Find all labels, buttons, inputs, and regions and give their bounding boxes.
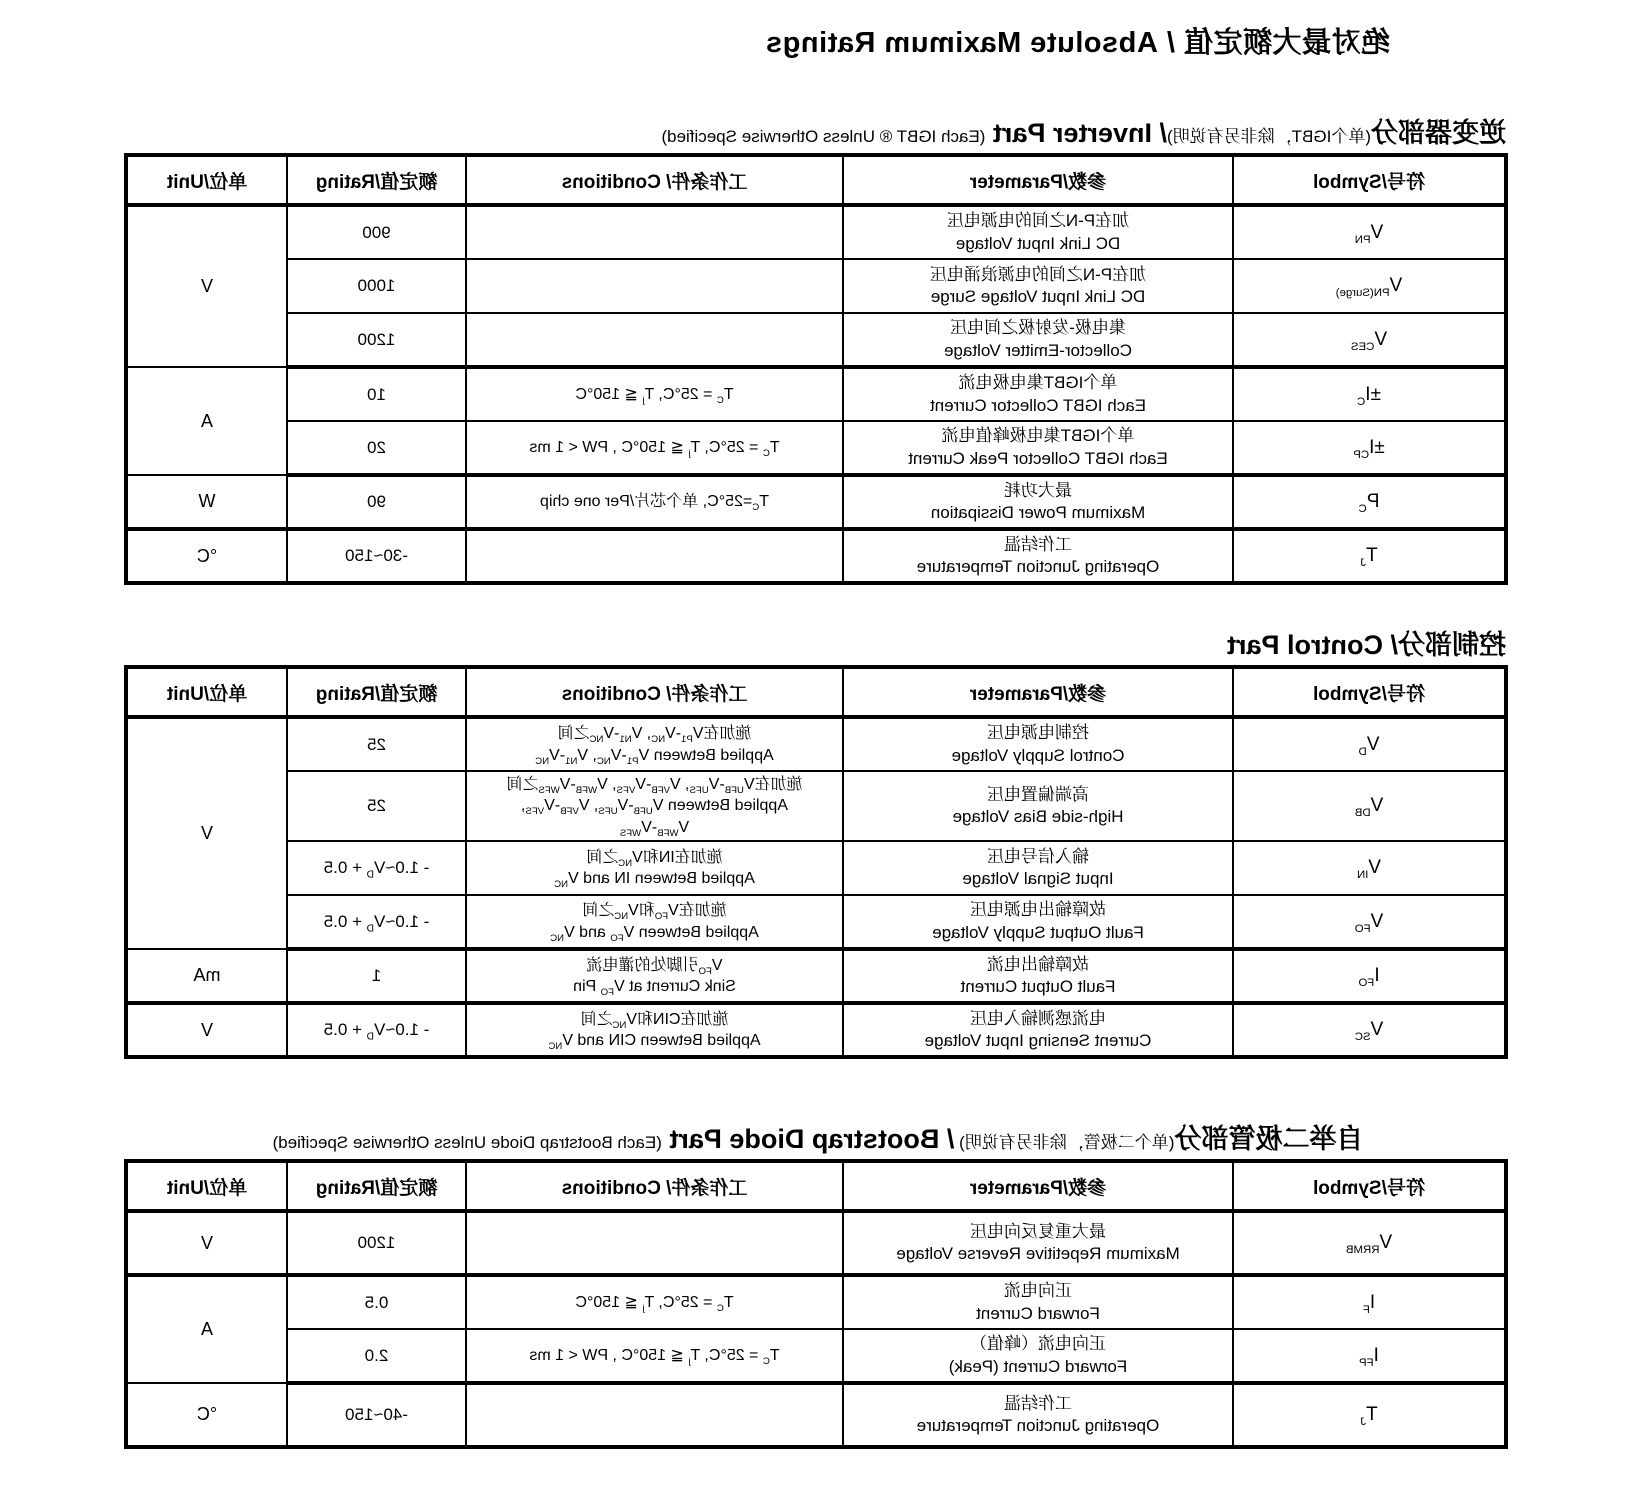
symbol-cell: $V_{DB}$ [1233, 771, 1506, 841]
symbol-cell: $I_F$ [1233, 1275, 1506, 1329]
parameter-en: Input Signal Voltage [962, 869, 1114, 889]
table-row [126, 205, 1506, 259]
conditions-cell [466, 717, 843, 771]
condition-line: $V_{WFB}-V_{WFS}$ [619, 818, 690, 840]
symbol-cell: $T_J$ [1233, 1383, 1506, 1447]
parameter-cn: 加在P-N之间的电源电压 [946, 211, 1130, 231]
parameter-cn: 电流感测输入电压 [970, 1008, 1106, 1028]
symbol-cell: $P_C$ [1233, 475, 1506, 529]
parameter-cn: 控制电源电压 [987, 723, 1089, 743]
table-row [126, 1329, 1506, 1383]
unit-cell: V [126, 717, 287, 949]
condition-line: 施加在CIN和$V_{NC}$之间 [580, 1010, 729, 1032]
conditions-cell [466, 1383, 843, 1447]
col-header-symbol: 符号/Symbol [1233, 1161, 1506, 1211]
parameter-cell [843, 841, 1233, 895]
condition-line: $T_C = 25^\circ C$, $T_j$ ≦ 150°C [575, 385, 734, 406]
heading-en: / Bootstrap Diode Part [661, 1124, 955, 1155]
parameter-cell [843, 367, 1233, 421]
parameter-cn: 单个IGBT集电极电流 [958, 373, 1118, 393]
unit-cell: V [126, 1003, 287, 1057]
condition-line: $V_{FO}$引脚处的灌电流 [586, 956, 723, 978]
symbol-cell: $\pm I_{CP}$ [1233, 421, 1506, 475]
parameter-cell [843, 1383, 1233, 1447]
symbol-cell: $V_{CES}$ [1233, 313, 1506, 367]
conditions-cell [466, 1329, 843, 1383]
parameter-cell [843, 771, 1233, 841]
col-header-conditions: 工作条件/ Conditions [466, 667, 843, 717]
header-row [126, 155, 1506, 205]
conditions-cell [466, 841, 843, 895]
parameter-cell [843, 529, 1233, 583]
rating-cell: -40~150 [287, 1383, 466, 1447]
parameter-cn: 正向电流 [1004, 1281, 1072, 1301]
col-header-parameter: 参数/Parameter [843, 1161, 1233, 1211]
table-row [126, 949, 1506, 1003]
parameter-cn: 单个IGBT集电极峰值电流 [941, 426, 1135, 446]
parameter-en: Forward Current [976, 1303, 1100, 1323]
conditions-cell [466, 259, 843, 313]
condition-line: 施加在$V_{P1}-V_{NC}$, $V_{N1}-V_{NC}$之间 [557, 725, 752, 746]
unit-cell: °C [126, 1383, 287, 1447]
rating-cell: - $1.0\sim V_D + 0.5$ [287, 895, 466, 949]
section-inverter-part [128, 111, 1508, 585]
table-row [126, 529, 1506, 583]
heading-en-note: (Each Bootstrap Diode Unless Otherwise Specified) [272, 1133, 662, 1153]
rating-cell: 90 [287, 475, 466, 529]
condition-line: $T_C = 25^\circ C$, $T_j$ ≦ 150°C , PW < 1 ms [529, 1347, 780, 1368]
parameter-cn: 故障输出电源电压 [970, 900, 1106, 920]
condition-line: Applied Between CIN and $V_{NC}$ [548, 1032, 761, 1053]
parameter-en: Each IGBT Collector Peak Current [908, 448, 1168, 468]
symbol-cell: $T_J$ [1233, 529, 1506, 583]
unit-cell: A [126, 367, 287, 475]
table-row [126, 1003, 1506, 1057]
parameter-en: Current Sensing Input Voltage [924, 1031, 1152, 1051]
heading-cn-note: (单个二极管，除非另有说明) [954, 1133, 1175, 1153]
section-control-part [128, 623, 1508, 1059]
rating-cell: 1 [287, 949, 466, 1003]
inverter-ratings-table [124, 153, 1508, 585]
table-row [126, 717, 1506, 771]
table-row [126, 1275, 1506, 1329]
condition-line: $T_C = 25^\circ C$, $T_j$ ≦ 150°C , PW < 1 ms [529, 438, 780, 459]
unit-cell: A [126, 1275, 287, 1383]
conditions-cell [466, 771, 843, 841]
heading-cn: 逆变器部分 [1371, 118, 1506, 148]
parameter-cell [843, 421, 1233, 475]
symbol-cell: $I_{FP}$ [1233, 1329, 1506, 1383]
parameter-cell [843, 205, 1233, 259]
section-heading-inverter [128, 111, 1506, 150]
col-header-conditions: 工作条件/ Conditions [466, 1161, 843, 1211]
parameter-cn: 最大重复反向电压 [970, 1221, 1106, 1241]
parameter-cn: 正向电流（峰值） [970, 1334, 1106, 1354]
conditions-cell [466, 367, 843, 421]
parameter-en: Maximum Power Dissipation [930, 503, 1146, 522]
condition-line: Applied Between IN and $V_{NC}$ [554, 870, 755, 891]
conditions-cell [466, 205, 843, 259]
condition-line: $T_C = 25^\circ C$, $T_j$ ≦ 150°C [575, 1294, 734, 1315]
condition-line: Applied Between $V_{FO}$ and $V_{NC}$ [550, 923, 759, 944]
condition-line: Applied Between $V_{P1}-V_{NC}$, $V_{N1}-V_{NC}$ [535, 746, 774, 767]
table-row [126, 771, 1506, 841]
col-header-unit: 单位/Unit [126, 667, 287, 717]
table-row [126, 841, 1506, 895]
parameter-cell [843, 1275, 1233, 1329]
header-row [126, 667, 1506, 717]
parameter-en: Collector-Emitter Voltage [943, 340, 1133, 360]
condition-line: $T_C=25^\circ C$, 单个芯片/Per one chip [540, 493, 769, 514]
header-row [126, 1161, 1506, 1211]
unit-cell: mA [126, 949, 287, 1003]
parameter-en: Forward Current (Peak) [948, 1356, 1128, 1376]
parameter-en: Maximum Repetitive Reverse Voltage [896, 1244, 1180, 1264]
symbol-cell: $I_{FO}$ [1233, 949, 1506, 1003]
parameter-en: Fault Output Current [960, 977, 1116, 997]
table-row [126, 421, 1506, 475]
parameter-cell [843, 949, 1233, 1003]
section-heading-control [128, 623, 1506, 662]
rating-cell: 20 [287, 421, 466, 475]
parameter-en: Control Supply Voltage [951, 745, 1125, 765]
heading-cn-note: (单个IGBT，除非另有说明) [1167, 127, 1371, 146]
symbol-cell: $V_{FO}$ [1233, 895, 1506, 949]
table-row [126, 1211, 1506, 1275]
conditions-cell [466, 313, 843, 367]
col-header-unit: 单位/Unit [126, 1161, 287, 1211]
table-row [126, 313, 1506, 367]
table-row [126, 1383, 1506, 1447]
condition-line: Sink Current at $V_{FO}$ Pin [573, 978, 736, 999]
parameter-cn: 高端偏置电压 [987, 784, 1089, 804]
parameter-cn: 集电极-发射极之间电压 [950, 318, 1126, 338]
rating-cell: 1200 [287, 1211, 466, 1275]
heading-cn: 自举二极管部分 [1174, 1124, 1364, 1155]
heading-en: / Inverter Part [985, 118, 1167, 148]
conditions-cell [466, 949, 843, 1003]
rating-cell: 2.0 [287, 1329, 466, 1383]
conditions-cell [466, 1211, 843, 1275]
conditions-cell [466, 895, 843, 949]
symbol-cell: $V_{PN(Surge)}$ [1233, 259, 1506, 313]
parameter-cell [843, 313, 1233, 367]
symbol-cell: $\pm I_C$ [1233, 367, 1506, 421]
parameter-cn: 工作结温 [1004, 534, 1072, 554]
control-ratings-table [124, 665, 1508, 1059]
table-row [126, 259, 1506, 313]
parameter-en: Operating Junction Temperature [916, 557, 1160, 576]
symbol-cell: $V_D$ [1233, 717, 1506, 771]
heading-cn: 控制部分/ Control Part [1226, 630, 1506, 660]
parameter-cell [843, 717, 1233, 771]
parameter-en: Operating Junction Temperature [916, 1416, 1160, 1436]
parameter-en: DC Link Input Voltage Surge [930, 287, 1146, 306]
parameter-cn: 故障输出电流 [987, 954, 1089, 974]
symbol-cell: $V_{IN}$ [1233, 841, 1506, 895]
condition-line: Applied Between $V_{UFB}-V_{UFS}$, $V_{VFB}-V_{VFS}$, [521, 797, 788, 818]
parameter-cell [843, 259, 1233, 313]
rating-cell: 0.5 [287, 1275, 466, 1329]
parameter-cn: 加在P-N之间的电源浪涌电压 [929, 264, 1147, 284]
bootstrap-ratings-table [124, 1159, 1508, 1449]
page-content [128, 0, 1627, 1449]
section-heading-bootstrap [128, 1117, 1508, 1156]
unit-cell: V [126, 205, 287, 367]
parameter-cn: 最大功耗 [1004, 480, 1072, 500]
rating-cell: 1200 [287, 313, 466, 367]
parameter-cn: 工作结温 [1004, 1393, 1072, 1413]
parameter-en: Fault Output Supply Voltage [932, 922, 1144, 942]
symbol-cell: $V_{SC}$ [1233, 1003, 1506, 1057]
parameter-cell [843, 895, 1233, 949]
parameter-en: High-side Bias Voltage [952, 807, 1124, 827]
rating-cell: - $1.0\sim V_D + 0.5$ [287, 1003, 466, 1057]
col-header-parameter: 参数/Parameter [843, 155, 1233, 205]
condition-line: 施加在$V_{FO}$和$V_{NC}$之间 [582, 902, 727, 923]
parameter-en: DC Link Input Voltage [955, 233, 1121, 253]
col-header-parameter: 参数/Parameter [843, 667, 1233, 717]
conditions-cell [466, 529, 843, 583]
unit-cell: V [126, 1211, 287, 1275]
col-header-symbol: 符号/Symbol [1233, 667, 1506, 717]
table-row [126, 367, 1506, 421]
rating-cell: 25 [287, 771, 466, 841]
col-header-conditions: 工作条件/ Conditions [466, 155, 843, 205]
parameter-cell [843, 1003, 1233, 1057]
col-header-rating: 额定值/Rating [287, 1161, 466, 1211]
col-header-rating: 额定值/Rating [287, 155, 466, 205]
parameter-cell [843, 1329, 1233, 1383]
symbol-cell: $V_{PN}$ [1233, 205, 1506, 259]
col-header-symbol: 符号/Symbol [1233, 155, 1506, 205]
table-row [126, 895, 1506, 949]
section-bootstrap-diode-part [128, 1117, 1508, 1449]
parameter-cell [843, 1211, 1233, 1275]
parameter-cell [843, 475, 1233, 529]
rating-cell: -30~150 [287, 529, 466, 583]
unit-cell: W [126, 475, 287, 529]
conditions-cell [466, 421, 843, 475]
condition-line: 施加在IN和$V_{NC}$之间 [586, 848, 723, 870]
parameter-en: Each IGBT Collector Current [929, 395, 1147, 415]
parameter-cn: 输入信号电压 [987, 846, 1089, 866]
conditions-cell [466, 475, 843, 529]
conditions-cell [466, 1275, 843, 1329]
rating-cell: 25 [287, 717, 466, 771]
col-header-unit: 单位/Unit [126, 155, 287, 205]
col-header-rating: 额定值/Rating [287, 667, 466, 717]
heading-en-note: (Each IGBT ® Unless Otherwise Specified) [661, 127, 986, 146]
page-title: 绝对最大额定值 / Absolute Maximum Ratings [765, 27, 1390, 59]
rating-cell: 10 [287, 367, 466, 421]
table-row [126, 475, 1506, 529]
rating-cell: 1000 [287, 259, 466, 313]
rating-cell: 900 [287, 205, 466, 259]
condition-line: 施加在$V_{UFB}-V_{UFS}$, $V_{VFB}-V_{VFS}$, $V_{WFB}-V_{WFS}$之间 [506, 776, 803, 797]
conditions-cell [466, 1003, 843, 1057]
rating-cell: - $1.0\sim V_D + 0.5$ [287, 841, 466, 895]
unit-cell: °C [126, 529, 287, 583]
symbol-cell: $V_{RRMB}$ [1233, 1211, 1506, 1275]
